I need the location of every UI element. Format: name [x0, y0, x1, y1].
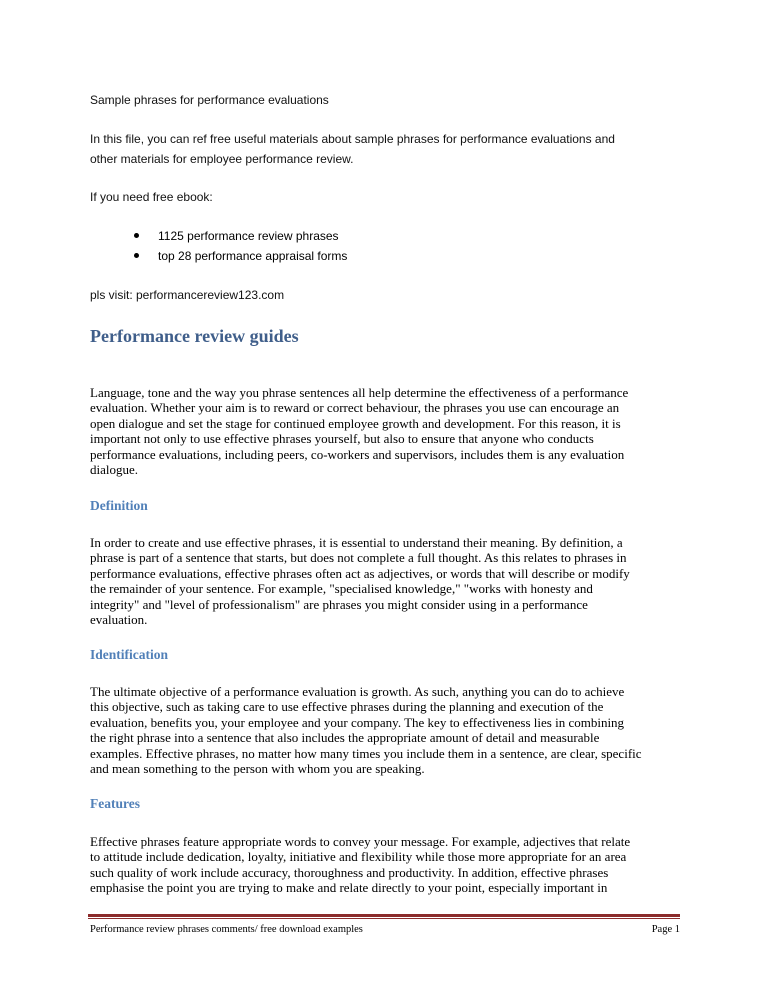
text-line: Effective phrases feature appropriate words to convey your message. For example, adjectives that relate: [90, 834, 631, 849]
text-line: such quality of work include accuracy, thoroughness and productivity. In addition, effective phrases: [90, 864, 609, 880]
visit-link-text: pls visit: performancereview123.com: [90, 288, 285, 302]
document-title: Sample phrases for performance evaluations: [90, 93, 329, 107]
list-item: top 28 performance appraisal forms: [134, 246, 347, 266]
section-heading-definition: Definition: [90, 498, 148, 513]
page-footer: [90, 924, 680, 935]
text-line: to attitude include dedication, loyalty, initiative and flexibility while those more appropriate for an area: [90, 849, 627, 865]
text-line: integrity" and "level of professionalism" are phrases you might consider using in a performance: [90, 596, 588, 612]
bullet-icon: [134, 233, 139, 238]
text-line: performance evaluations, including peers, co-workers and supervisors, includes them is any evaluation: [90, 446, 625, 462]
features-paragraph: [90, 834, 690, 896]
bullet-icon: [134, 253, 139, 258]
intro-line-2: other materials for employee performance review.: [90, 152, 354, 166]
text-line: evaluation, benefits you, your employee and your company. The key to effectiveness lies in combining: [90, 714, 625, 730]
text-line: Language, tone and the way you phrase sentences all help determine the effectiveness of a performance: [90, 385, 629, 400]
section-heading-guides: Performance review guides: [90, 326, 299, 346]
guides-paragraph: [90, 385, 690, 477]
text-line: the remainder of your sentence. For example, "specialised knowledge," "works with honesty and: [90, 581, 593, 597]
section-heading-identification: Identification: [90, 647, 169, 662]
text-line: emphasise the point you are trying to make and relate directly to your point, especially important in: [90, 880, 608, 896]
ebook-list: [134, 226, 347, 266]
definition-paragraph: [90, 535, 690, 627]
text-line: examples. Effective phrases, no matter how many times you include them in a sentence, are clear, specific: [90, 745, 642, 761]
text-line: evaluation.: [90, 612, 148, 628]
text-line: In order to create and use effective phrases, it is essential to understand their meaning. By definition, a: [90, 535, 623, 550]
intro-paragraph: [90, 129, 615, 169]
text-line: phrase is part of a sentence that starts, but does not complete a full thought. As this relates to phrases in: [90, 550, 627, 566]
text-line: The ultimate objective of a performance evaluation is growth. As such, anything you can do to achieve: [90, 684, 625, 699]
text-line: open dialogue and set the stage for continued employee growth and development. For this reason, it is: [90, 415, 621, 431]
page-number: Page 1: [651, 924, 680, 935]
text-line: the right phrase into a sentence that also includes the appropriate amount of detail and measurable: [90, 730, 600, 746]
text-line: this objective, such as taking care to use effective phrases during the planning and execution of the: [90, 699, 604, 715]
intro-line-1: In this file, you can ref free useful materials about sample phrases for performance evaluations and: [90, 132, 615, 146]
list-item: 1125 performance review phrases: [134, 226, 347, 246]
text-line: and mean something to the person with whom you are speaking.: [90, 761, 425, 777]
text-line: dialogue.: [90, 462, 139, 478]
section-heading-features: Features: [90, 796, 140, 811]
text-line: important not only to use effective phrases yourself, but also to ensure that anyone who conducts: [90, 431, 594, 447]
footer-divider-thin: [88, 918, 680, 919]
text-line: evaluation. Whether your aim is to reward or correct behaviour, the phrases you use can encourage an: [90, 400, 620, 416]
text-line: performance evaluations, effective phrases often act as adjectives, or words that will describe or modify: [90, 565, 630, 581]
footer-title: Performance review phrases comments/ free download examples: [90, 924, 363, 935]
identification-paragraph: [90, 684, 690, 776]
ebook-prompt: If you need free ebook:: [90, 190, 213, 204]
footer-divider: [88, 914, 680, 917]
